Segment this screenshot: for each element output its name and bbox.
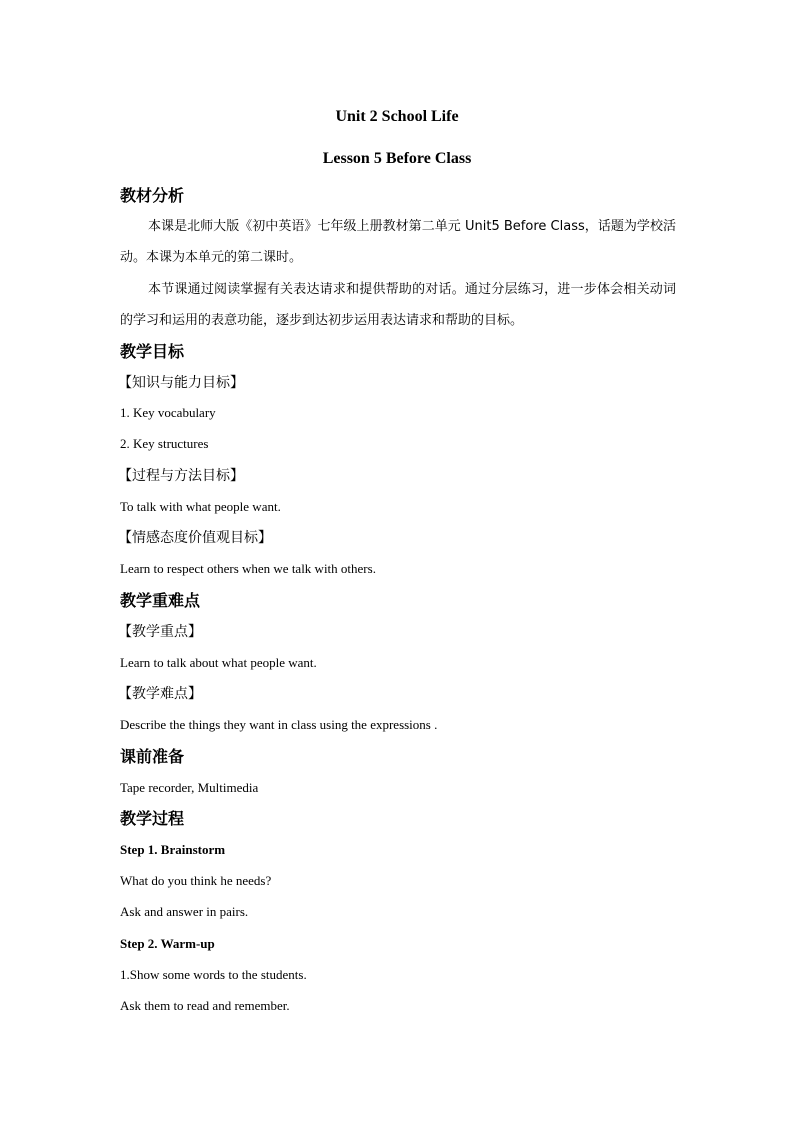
emotion-objectives-text: Learn to respect others when we talk with others. xyxy=(120,561,376,576)
step-1-line-1: What do you think he needs? xyxy=(120,873,272,888)
material-analysis-paragraph-1: 本课是北师大版《初中英语》七年级上册教材第二单元 Unit5 Before Class，话题为学校活动。本课为本单元的第二课时。 xyxy=(120,219,676,265)
knowledge-item-2: 2. Key structures xyxy=(120,436,209,451)
unit-title: Unit 2 School Life xyxy=(335,108,459,125)
step-2-line-1: 1.Show some words to the students. xyxy=(120,967,307,982)
knowledge-objectives-label: 【知识与能力目标】 xyxy=(118,375,244,391)
teaching-focus-label: 【教学重点】 xyxy=(118,624,202,640)
process-objectives-label: 【过程与方法目标】 xyxy=(118,468,244,484)
objectives-heading: 教学目标 xyxy=(120,342,185,361)
teaching-difficulty-label: 【教学难点】 xyxy=(118,686,202,702)
emotion-objectives-label: 【情感态度价值观目标】 xyxy=(118,530,272,546)
knowledge-item-1: 1. Key vocabulary xyxy=(120,405,216,420)
teaching-difficulty-text: Describe the things they want in class using the expressions . xyxy=(120,717,438,732)
key-points-heading: 教学重难点 xyxy=(120,591,201,610)
lesson-title: Lesson 5 Before Class xyxy=(322,150,472,167)
material-analysis-paragraph-2: 本节课通过阅读掌握有关表达请求和提供帮助的对话。通过分层练习，进一步体会相关动词的学习和运用的表意功能，逐步到达初步运用表达请求和帮助的目标。 xyxy=(120,282,676,328)
step-1-title: Step 1. Brainstorm xyxy=(120,842,226,857)
preparation-heading: 课前准备 xyxy=(120,747,185,766)
step-2-line-2: Ask them to read and remember. xyxy=(120,998,290,1013)
teaching-process-heading: 教学过程 xyxy=(120,809,185,828)
teaching-focus-text: Learn to talk about what people want. xyxy=(120,655,317,670)
step-2-title: Step 2. Warm-up xyxy=(120,936,215,951)
preparation-text: Tape recorder, Multimedia xyxy=(120,780,259,795)
process-objectives-text: To talk with what people want. xyxy=(120,499,281,514)
step-1-line-2: Ask and answer in pairs. xyxy=(120,904,249,919)
material-analysis-heading: 教材分析 xyxy=(120,186,185,205)
